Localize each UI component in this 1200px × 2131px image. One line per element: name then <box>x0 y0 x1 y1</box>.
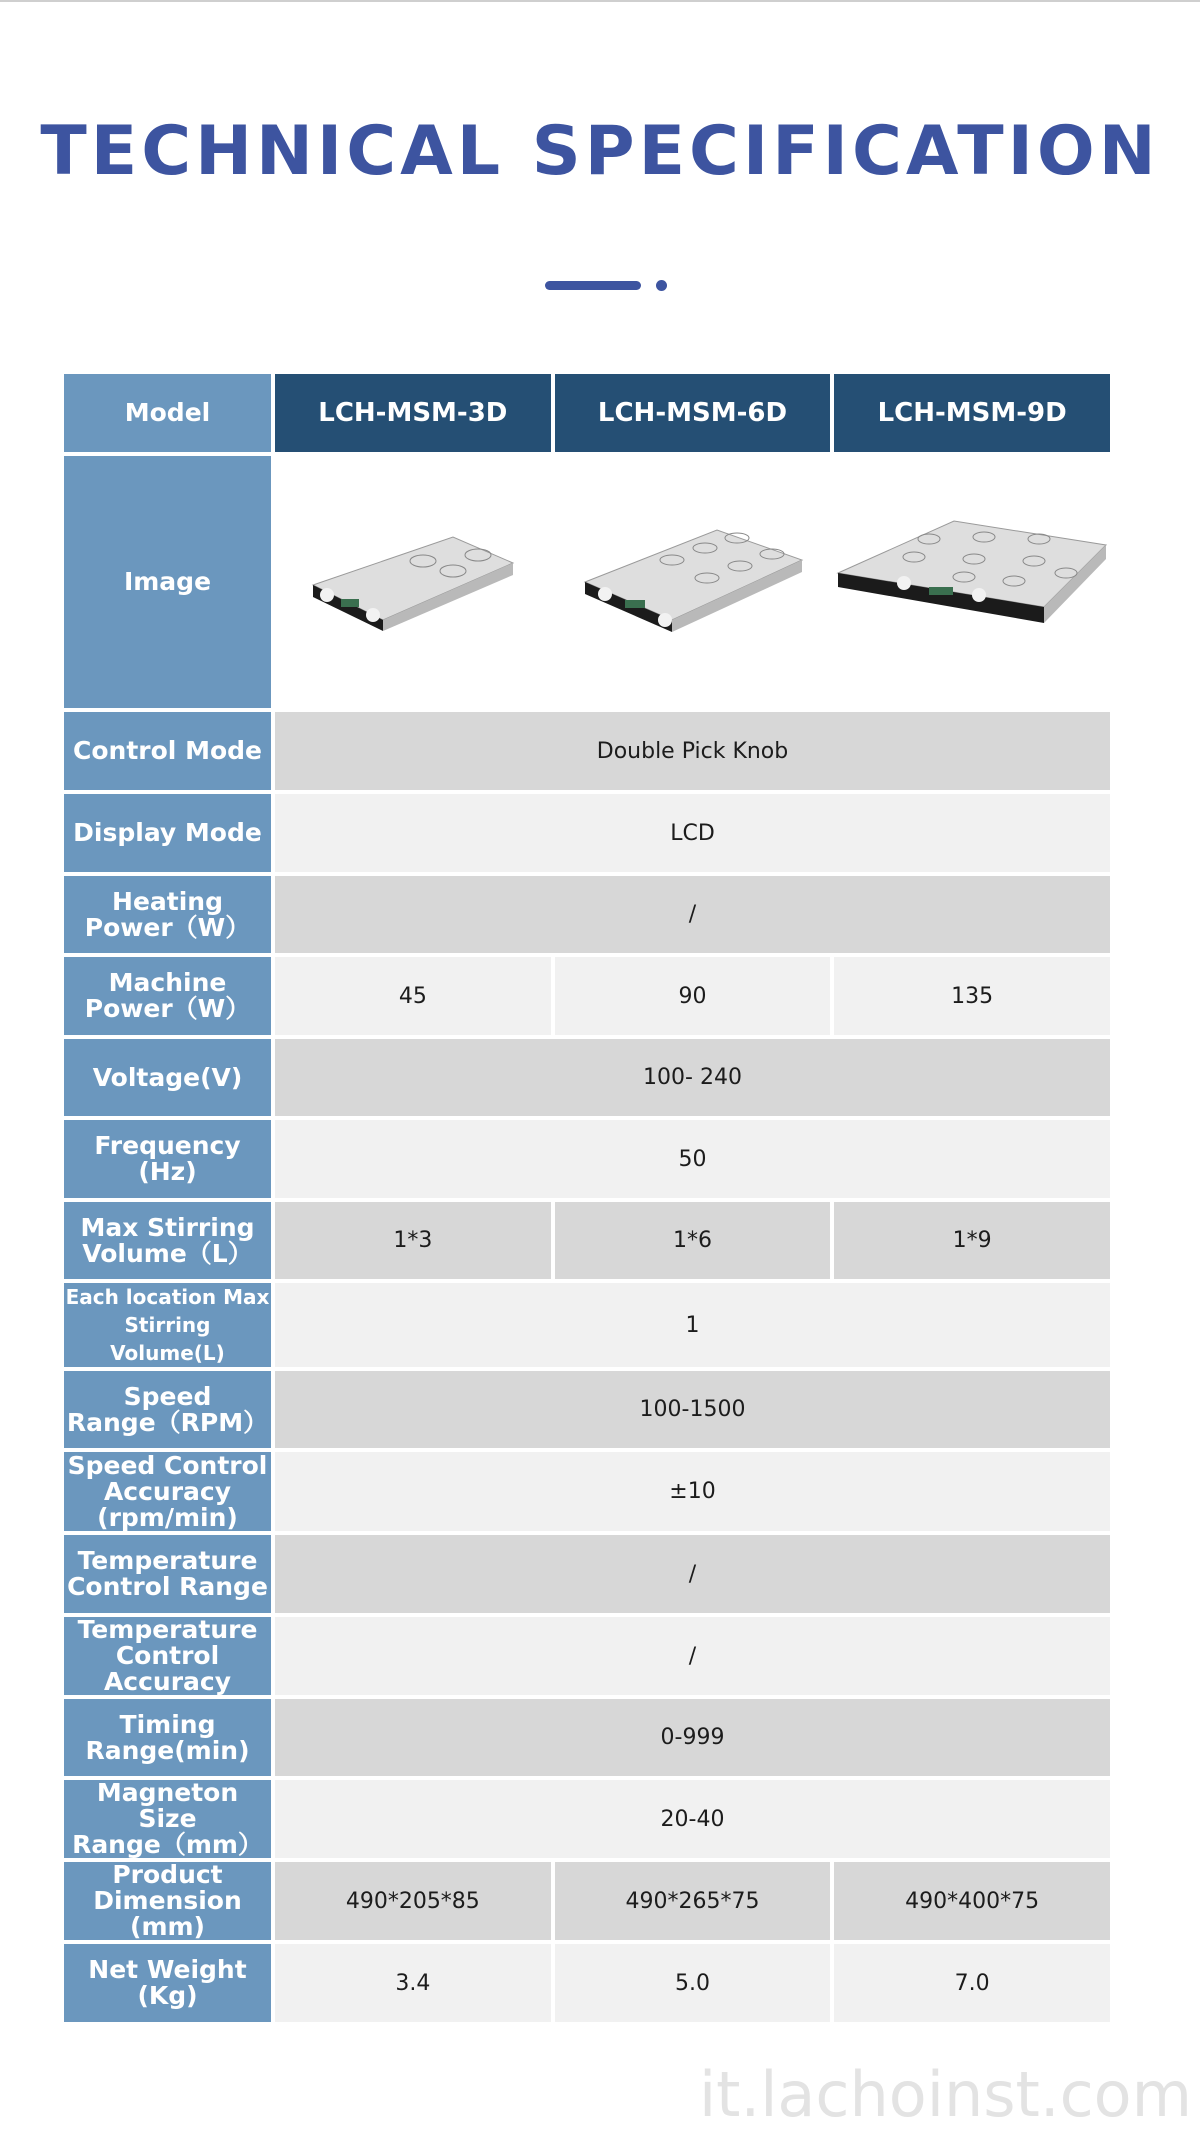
spec-value-lch-msm-6d: 1*6 <box>555 1202 831 1279</box>
spec-table <box>60 370 1114 2026</box>
spec-row <box>64 1039 1110 1116</box>
spec-row-label: Voltage(V) <box>64 1039 271 1116</box>
spec-row-label: Product Dimension (mm) <box>64 1862 271 1940</box>
stirrer-9-position-image <box>834 515 1110 645</box>
spec-row <box>64 1371 1110 1448</box>
model-row <box>64 374 1110 452</box>
product-image-3d-cell <box>275 456 551 708</box>
image-row <box>64 456 1110 708</box>
row-label-model: Model <box>64 374 271 452</box>
spec-value-all-models: 0-999 <box>275 1699 1110 1776</box>
spec-row-label: Temperature Control Range <box>64 1535 271 1613</box>
spec-row <box>64 1120 1110 1198</box>
spec-row-label: Control Mode <box>64 712 271 790</box>
spec-value-lch-msm-3d: 490*205*85 <box>275 1862 551 1940</box>
spec-value-all-models: 100- 240 <box>275 1039 1110 1116</box>
spec-row-label: Frequency (Hz) <box>64 1120 271 1198</box>
page-title: TECHNICAL SPECIFICATION <box>40 112 1160 191</box>
spec-value-lch-msm-6d: 90 <box>555 957 831 1035</box>
spec-row-label: Magneton Size Range（mm） <box>64 1780 271 1858</box>
title-underline-bar <box>545 281 641 290</box>
spec-value-all-models: 20-40 <box>275 1780 1110 1858</box>
model-header-9d: LCH-MSM-9D <box>834 374 1110 452</box>
product-image-6d-cell <box>555 456 831 708</box>
spec-value-lch-msm-9d: 1*9 <box>834 1202 1110 1279</box>
spec-row <box>64 1699 1110 1776</box>
watermark-text: it.lachoinst.com <box>698 2058 1192 2131</box>
model-header-6d: LCH-MSM-6D <box>555 374 831 452</box>
row-label-image: Image <box>64 456 271 708</box>
spec-row <box>64 1862 1110 1940</box>
spec-row-label: Timing Range(min) <box>64 1699 271 1776</box>
spec-row <box>64 957 1110 1035</box>
spec-row-label: Speed Range（RPM） <box>64 1371 271 1448</box>
spec-row-label: Display Mode <box>64 794 271 872</box>
spec-row <box>64 1617 1110 1695</box>
spec-value-lch-msm-9d: 7.0 <box>834 1944 1110 2022</box>
spec-value-lch-msm-6d: 490*265*75 <box>555 1862 831 1940</box>
stirrer-3-position-image <box>303 525 523 635</box>
spec-row <box>64 1283 1110 1367</box>
spec-row <box>64 1452 1110 1531</box>
spec-value-all-models: 50 <box>275 1120 1110 1198</box>
spec-value-all-models: / <box>275 1617 1110 1695</box>
model-header-3d: LCH-MSM-3D <box>275 374 551 452</box>
spec-row-label: Each location Max Stirring Volume(L) <box>65 1285 270 1365</box>
product-image-9d-cell <box>834 456 1110 708</box>
spec-row <box>64 1535 1110 1613</box>
spec-row <box>64 1780 1110 1858</box>
spec-value-all-models: / <box>275 1535 1110 1613</box>
spec-value-lch-msm-6d: 5.0 <box>555 1944 831 2022</box>
spec-row-label: Speed Control Accuracy (rpm/min) <box>64 1452 271 1531</box>
spec-value-lch-msm-3d: 45 <box>275 957 551 1035</box>
spec-row <box>64 794 1110 872</box>
spec-value-lch-msm-3d: 1*3 <box>275 1202 551 1279</box>
spec-value-all-models: LCD <box>275 794 1110 872</box>
spec-value-all-models: Double Pick Knob <box>275 712 1110 790</box>
spec-value-all-models: / <box>275 876 1110 953</box>
spec-row <box>64 1202 1110 1279</box>
spec-row-label: Net Weight (Kg) <box>64 1944 271 2022</box>
top-divider-line <box>0 0 1200 2</box>
spec-value-all-models: ±10 <box>275 1452 1110 1531</box>
spec-row <box>64 1944 1110 2022</box>
spec-value-lch-msm-9d: 135 <box>834 957 1110 1035</box>
spec-row-label: Heating Power（W） <box>64 876 271 953</box>
stirrer-6-position-image <box>577 520 807 640</box>
spec-row <box>64 712 1110 790</box>
spec-value-all-models: 100-1500 <box>275 1371 1110 1448</box>
spec-value-all-models: 1 <box>275 1283 1110 1367</box>
spec-row-label: Max Stirring Volume（L） <box>64 1202 271 1279</box>
spec-row-label: Temperature Control Accuracy <box>64 1617 271 1695</box>
spec-value-lch-msm-9d: 490*400*75 <box>834 1862 1110 1940</box>
spec-row-label: Machine Power（W） <box>64 957 271 1035</box>
title-underline-dot <box>656 280 667 291</box>
spec-row <box>64 876 1110 953</box>
spec-value-lch-msm-3d: 3.4 <box>275 1944 551 2022</box>
